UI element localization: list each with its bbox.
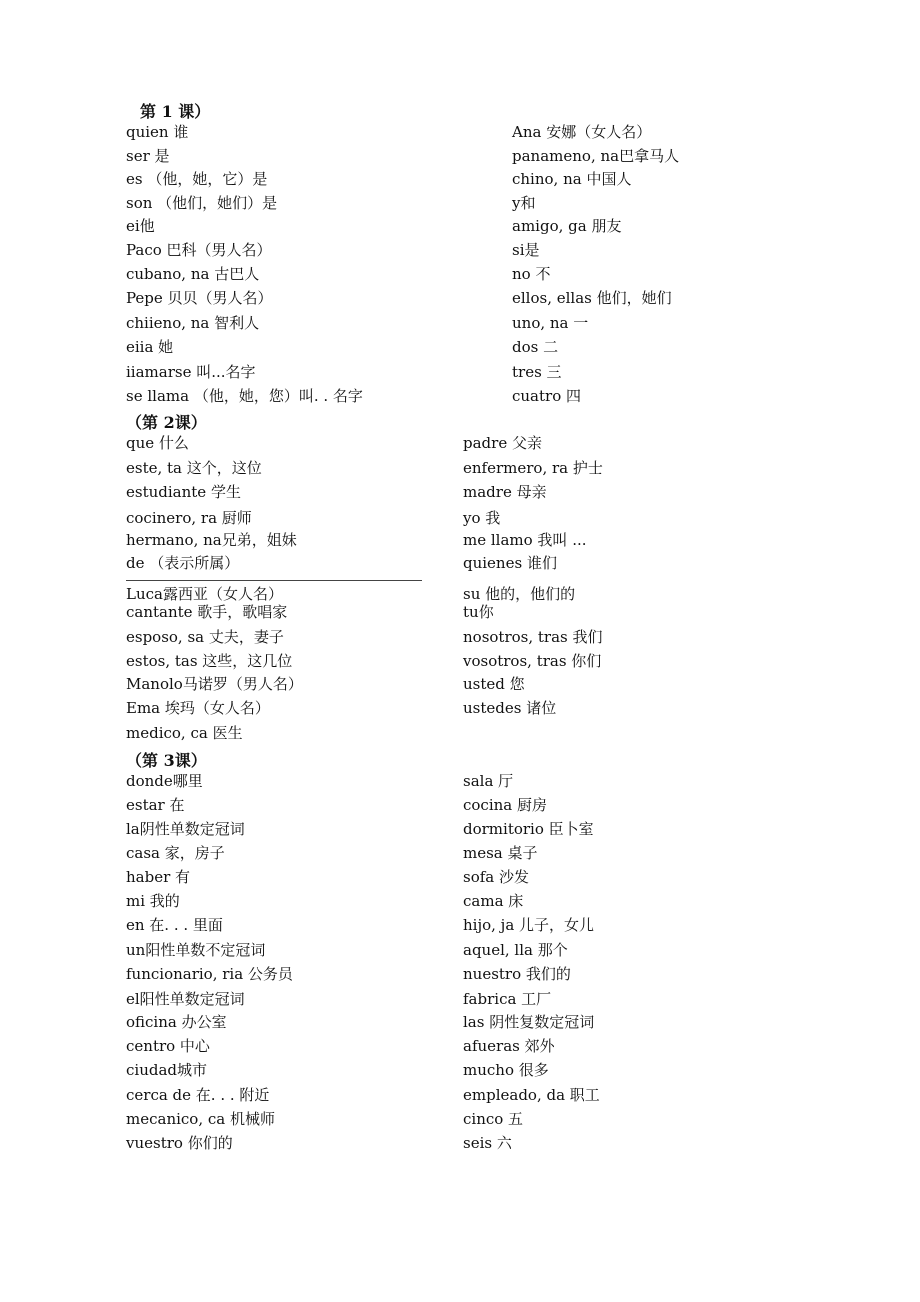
lesson-3-left-entry: un阳性单数不定冠词 <box>126 941 266 959</box>
lesson-2-left-entry: Ema 埃玛（女人名） <box>126 699 270 717</box>
lesson-2-right-entry: me llamo 我叫 ... <box>463 531 587 549</box>
lesson-1-right-entry: dos 二 <box>512 338 559 356</box>
lesson-2-left-entry: estos, tas 这些，这几位 <box>126 652 293 670</box>
lesson-1-left-entry: iiamarse 叫...名字 <box>126 363 256 381</box>
lesson-2-left-entry: hermano, na兄弟，姐妹 <box>126 531 297 549</box>
lesson-2-left-entry: cantante 歌手，歌唱家 <box>126 603 288 621</box>
lesson-1-right-entry: panameno, na巴拿马人 <box>512 147 680 165</box>
lesson-3-right-entry: nuestro 我们的 <box>463 965 571 983</box>
lesson-1-left-entry: es （他，她，它）是 <box>126 170 268 188</box>
lesson-1-right-entry: cuatro 四 <box>512 387 582 405</box>
lesson-3-right-entry: fabrica 工厂 <box>463 990 552 1008</box>
lesson-2-right-entry: vosotros, tras 你们 <box>463 652 602 670</box>
lesson-1-left-entry: quien 谁 <box>126 123 189 141</box>
lesson-1-left-entry: cubano, na 古巴人 <box>126 265 260 283</box>
lesson-2-right-entry: yo 我 <box>463 509 501 527</box>
lesson-1-right-entry: ellos, ellas 他们，她们 <box>512 289 672 307</box>
lesson-1-left-entry: chiieno, na 智利人 <box>126 314 260 332</box>
lesson-3-right-entry: cocina 厨房 <box>463 796 548 814</box>
lesson-2-left-entry: cocinero, ra 厨师 <box>126 509 252 527</box>
lesson-2-left-entry: Manolo马诺罗（男人名） <box>126 675 303 693</box>
lesson-2-left-entry: Luca露西亚（女人名） <box>126 585 283 603</box>
lesson-2-left-entry: medico, ca 医生 <box>126 724 243 742</box>
lesson-3-left-entry: oficina 办公室 <box>126 1013 227 1031</box>
lesson-3-left-entry: haber 有 <box>126 868 191 886</box>
lesson-2-heading: （第 2课） <box>126 413 207 432</box>
lesson-3-left-entry: mi 我的 <box>126 892 180 910</box>
lesson-3-left-entry: ciudad城市 <box>126 1061 208 1079</box>
lesson-1-left-entry: son （他们，她们）是 <box>126 194 278 212</box>
lesson-3-right-entry: aquel, lla 那个 <box>463 941 568 959</box>
lesson-1-heading: 第 1 课） <box>140 102 211 121</box>
lesson-3-right-entry: las 阴性复数定冠词 <box>463 1013 595 1031</box>
lesson-1-right-entry: uno, na 一 <box>512 314 589 332</box>
lesson-2-left-entry: que 什么 <box>126 434 189 452</box>
lesson-2-right-entry: enfermero, ra 护士 <box>463 459 603 477</box>
lesson-2-right-entry: su 他的，他们的 <box>463 585 576 603</box>
lesson-3-right-entry: afueras 郊外 <box>463 1037 555 1055</box>
lesson-3-right-entry: hijo, ja 儿子，女儿 <box>463 916 595 934</box>
lesson-1-right-entry: Ana 安娜（女人名） <box>512 123 652 141</box>
lesson-3-left-entry: funcionario, ria 公务员 <box>126 965 293 983</box>
lesson-2-left-entry: de （表示所属） <box>126 554 240 572</box>
lesson-2-right-entry: nosotros, tras 我们 <box>463 628 603 646</box>
lesson-3-right-entry: mucho 很多 <box>463 1061 549 1079</box>
lesson-3-right-entry: sofa 沙发 <box>463 868 529 886</box>
lesson-1-right-entry: amigo, ga 朋友 <box>512 217 622 235</box>
lesson-3-right-entry: mesa 桌子 <box>463 844 538 862</box>
lesson-2-right-entry: padre 父亲 <box>463 434 542 452</box>
lesson-3-left-entry: casa 家，房子 <box>126 844 225 862</box>
lesson-1-left-entry: Pepe 贝贝（男人名） <box>126 289 273 307</box>
lesson-2-right-entry: madre 母亲 <box>463 483 547 501</box>
lesson-3-right-entry: empleado, da 职工 <box>463 1086 600 1104</box>
lesson-1-left-entry: eiia 她 <box>126 338 174 356</box>
lesson-3-left-entry: cerca de 在. . . 附近 <box>126 1086 270 1104</box>
lesson-3-right-entry: cama 床 <box>463 892 524 910</box>
lesson-2-right-entry: tu你 <box>463 603 494 621</box>
divider-line <box>126 580 422 581</box>
lesson-3-left-entry: el阳性单数定冠词 <box>126 990 245 1008</box>
lesson-2-right-entry: ustedes 诸位 <box>463 699 557 717</box>
lesson-3-left-entry: la阴性单数定冠词 <box>126 820 245 838</box>
lesson-3-left-entry: estar 在 <box>126 796 185 814</box>
lesson-3-left-entry: en 在. . . 里面 <box>126 916 223 934</box>
lesson-2-right-entry: usted 您 <box>463 675 525 693</box>
lesson-3-left-entry: vuestro 你们的 <box>126 1134 233 1152</box>
lesson-3-right-entry: cinco 五 <box>463 1110 524 1128</box>
lesson-3-left-entry: donde哪里 <box>126 772 203 790</box>
lesson-3-right-entry: dormitorio 臣卜室 <box>463 820 594 838</box>
lesson-3-heading: （第 3课） <box>126 751 207 770</box>
lesson-1-left-entry: ser 是 <box>126 147 170 165</box>
lesson-3-left-entry: mecanico, ca 机械师 <box>126 1110 275 1128</box>
lesson-1-left-entry: Paco 巴科（男人名） <box>126 241 272 259</box>
lesson-1-right-entry: y和 <box>512 194 536 212</box>
lesson-2-left-entry: estudiante 学生 <box>126 483 241 501</box>
lesson-1-left-entry: ei他 <box>126 217 155 235</box>
lesson-2-left-entry: esposo, sa 丈夫，妻子 <box>126 628 284 646</box>
lesson-3-right-entry: seis 六 <box>463 1134 512 1152</box>
lesson-2-right-entry: quienes 谁们 <box>463 554 557 572</box>
lesson-1-right-entry: si是 <box>512 241 540 259</box>
lesson-2-left-entry: este, ta 这个，这位 <box>126 459 262 477</box>
lesson-1-right-entry: chino, na 中国人 <box>512 170 632 188</box>
lesson-1-left-entry: se llama （他，她，您）叫. . 名字 <box>126 387 363 405</box>
lesson-1-right-entry: no 不 <box>512 265 551 283</box>
lesson-1-right-entry: tres 三 <box>512 363 562 381</box>
lesson-3-right-entry: sala 厅 <box>463 772 514 790</box>
lesson-3-left-entry: centro 中心 <box>126 1037 210 1055</box>
